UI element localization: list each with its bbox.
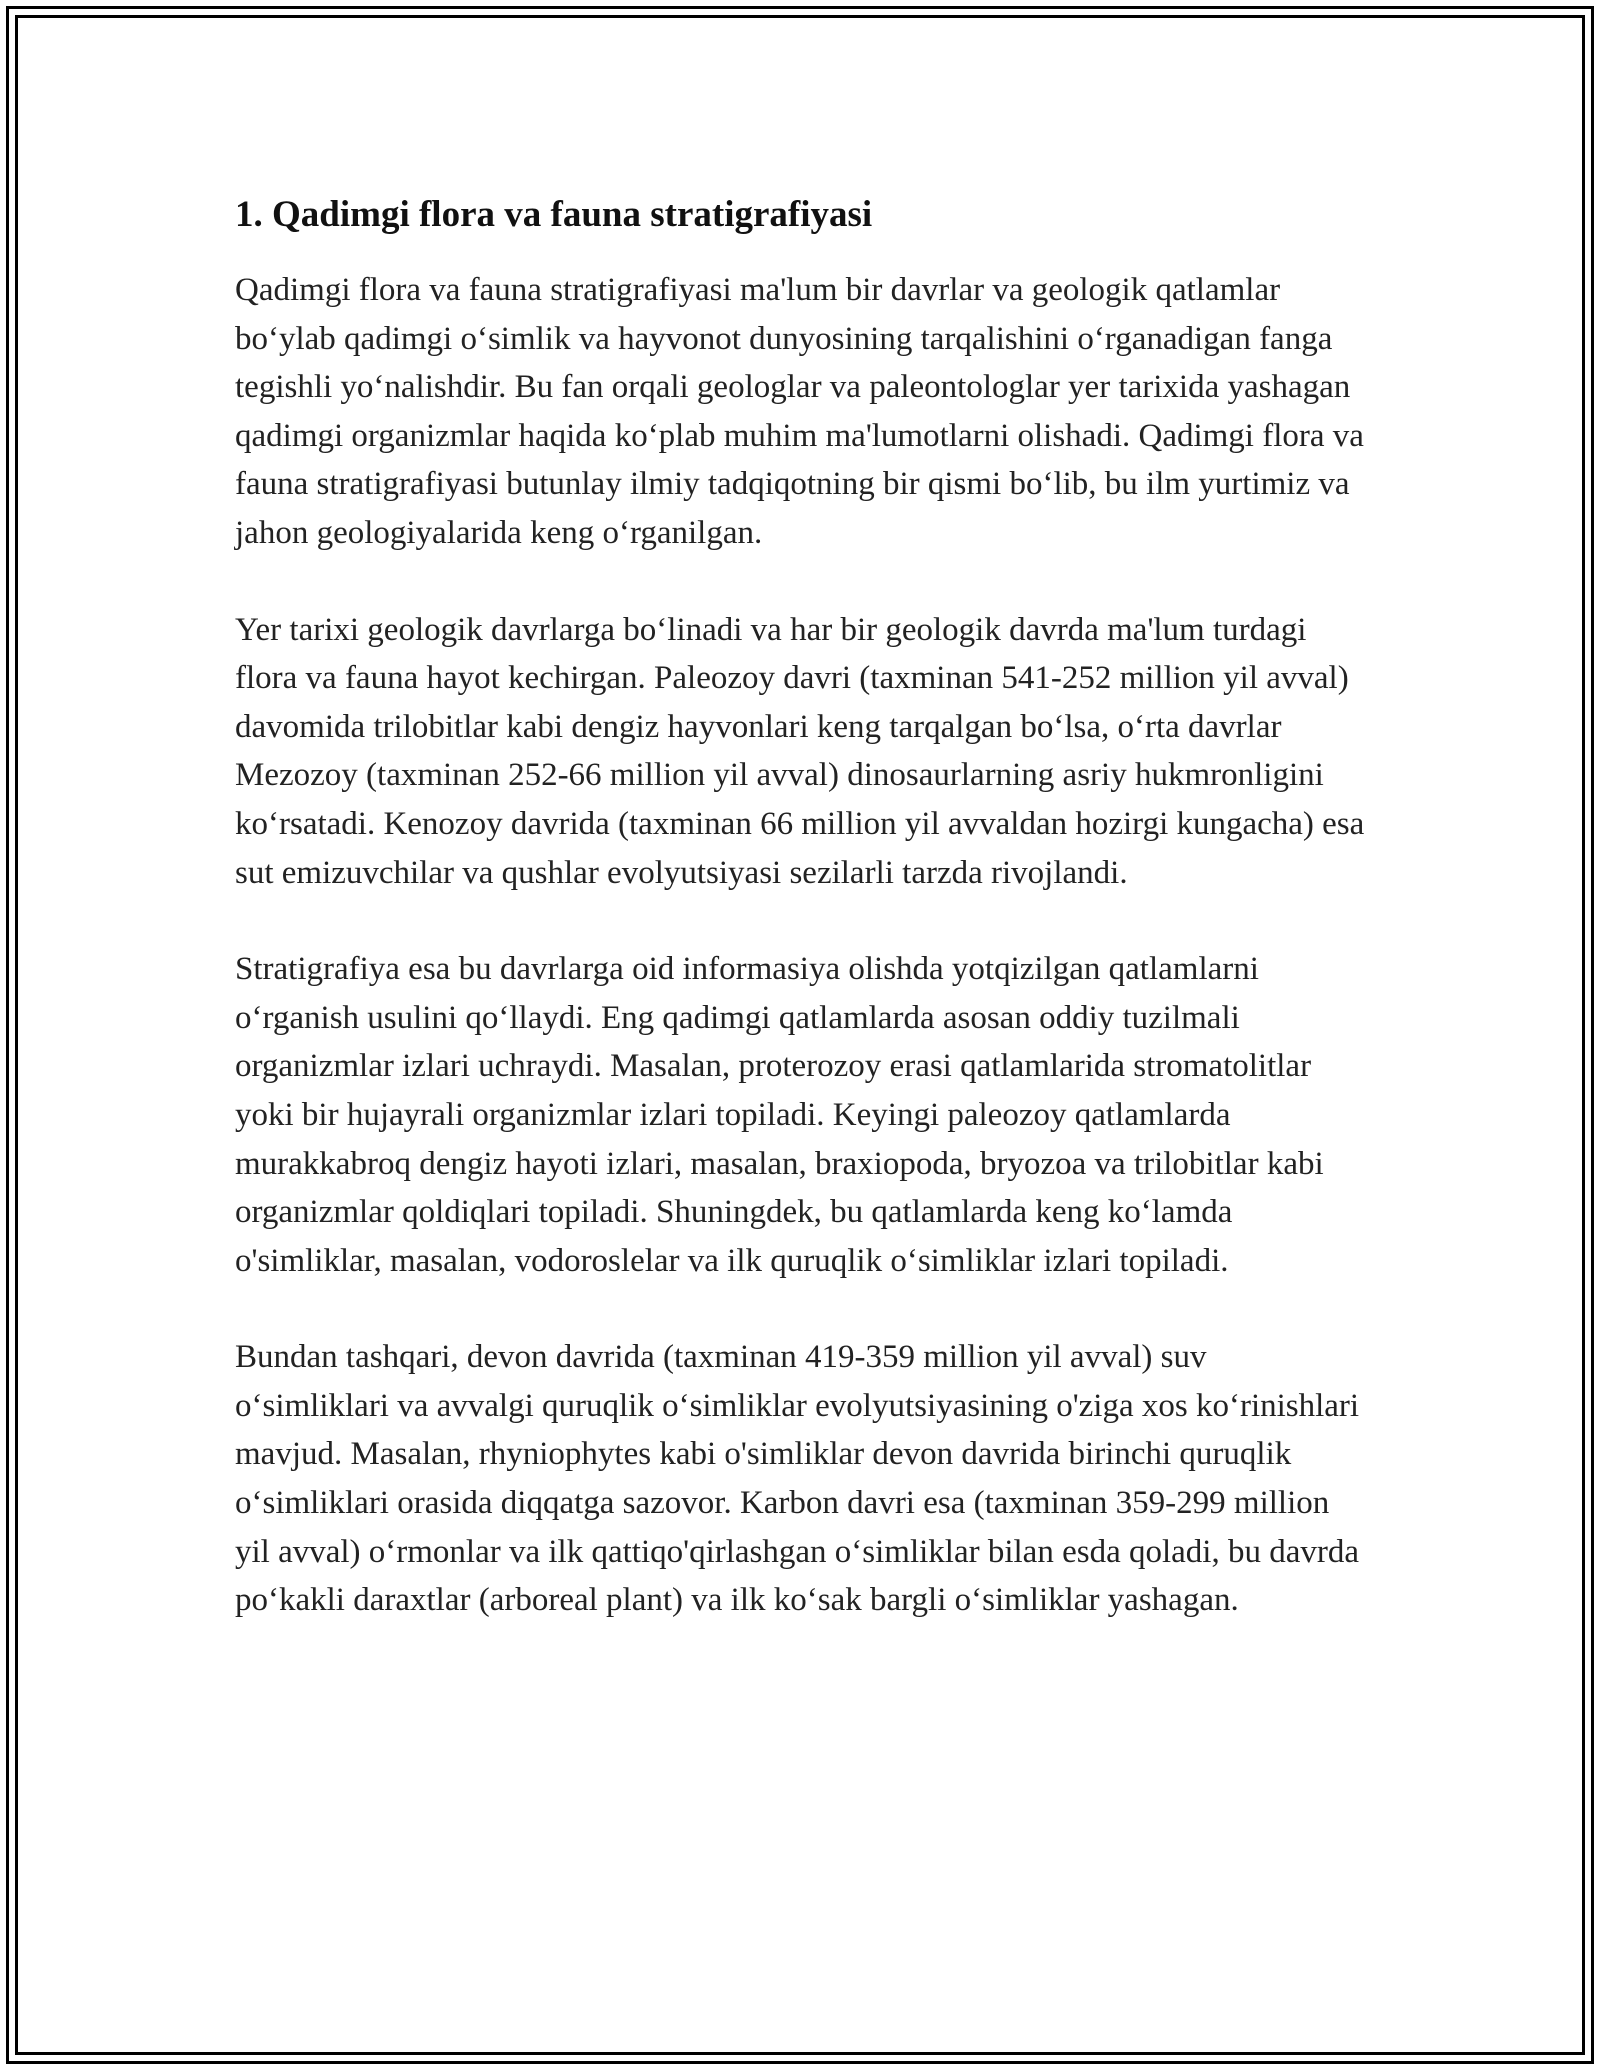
section-title: 1. Qadimgi flora va fauna stratigrafiyasi — [235, 194, 873, 235]
paragraph-3: Stratigrafiya esa bu davrlarga oid informasiya olishda yotqizilgan qatlamlarni o‘rganish usulini qo‘llaydi. Eng qadimgi qatlamlarda asosan oddiy tuzilmali organizmlar izlari uchraydi. Masalan, proterozoy erasi qatlamlarida stromatolitlar yoki bir hujayrali organizmlar izlari topiladi. Keyingi paleozoy qatlamlarda murakkabroq dengiz hayoti izlari, masalan, braxiopoda, bryozoa va trilobitlar kabi organizmlar qoldiqlari topiladi. Shuningdek, bu qatlamlarda keng ko‘lamda o'simliklar, masalan, vodoroslelar va ilk quruqlik o‘simliklar izlari topiladi. — [235, 951, 1324, 1279]
document-body — [235, 186, 1365, 1625]
paragraph-2: Yer tarixi geologik davrlarga bo‘linadi va har bir geologik davrda ma'lum turdagi flora va fauna hayot kechirgan. Paleozoy davri (taxminan 541-252 million yil avval) davomida trilobitlar kabi dengiz hayvonlari keng tarqalgan bo‘lsa, o‘rta davrlar Mezozoy (taxminan 252-66 million yil avval) dinosaurlarning asriy hukmronligini ko‘rsatadi. Kenozoy davrida (taxminan 66 million yil avvaldan hozirgi kungacha) esa sut emizuvchilar va qushlar evolyutsiyasi sezilarli tarzda rivojlandi. — [235, 611, 1365, 891]
paragraph-1: Qadimgi flora va fauna stratigrafiyasi ma'lum bir davrlar va geologik qatlamlar bo‘ylab qadimgi o‘simlik va hayvonot dunyosining tarqalishini o‘rganadigan fanga tegishli yo‘nalishdir. Bu fan orqali geologlar va paleontologlar yer tarixida yashagan qadimgi organizmlar haqida ko‘plab muhim ma'lumotlarni olishadi. Qadimgi flora va fauna stratigrafiyasi butunlay ilmiy tadqiqotning bir qismi bo‘lib, bu ilm yurtimiz va jahon geologiyalarida keng o‘rganilgan. — [235, 272, 1364, 551]
paragraph-4: Bundan tashqari, devon davrida (taxminan 419-359 million yil avval) suv o‘simliklari va avvalgi quruqlik o‘simliklar evolyutsiyasining o'ziga xos ko‘rinishlari mavjud. Masalan, rhyniophytes kabi o'simliklar devon davrida birinchi quruqlik o‘simliklari orasida diqqatga sazovor. Karbon davri esa (taxminan 359-299 million yil avval) o‘rmonlar va ilk qattiqo'qirlashgan o‘simliklar bilan esda qoladi, bu davrda po‘kakli daraxtlar (arboreal plant) va ilk ko‘sak bargli o‘simliklar yashagan. — [235, 1339, 1360, 1619]
